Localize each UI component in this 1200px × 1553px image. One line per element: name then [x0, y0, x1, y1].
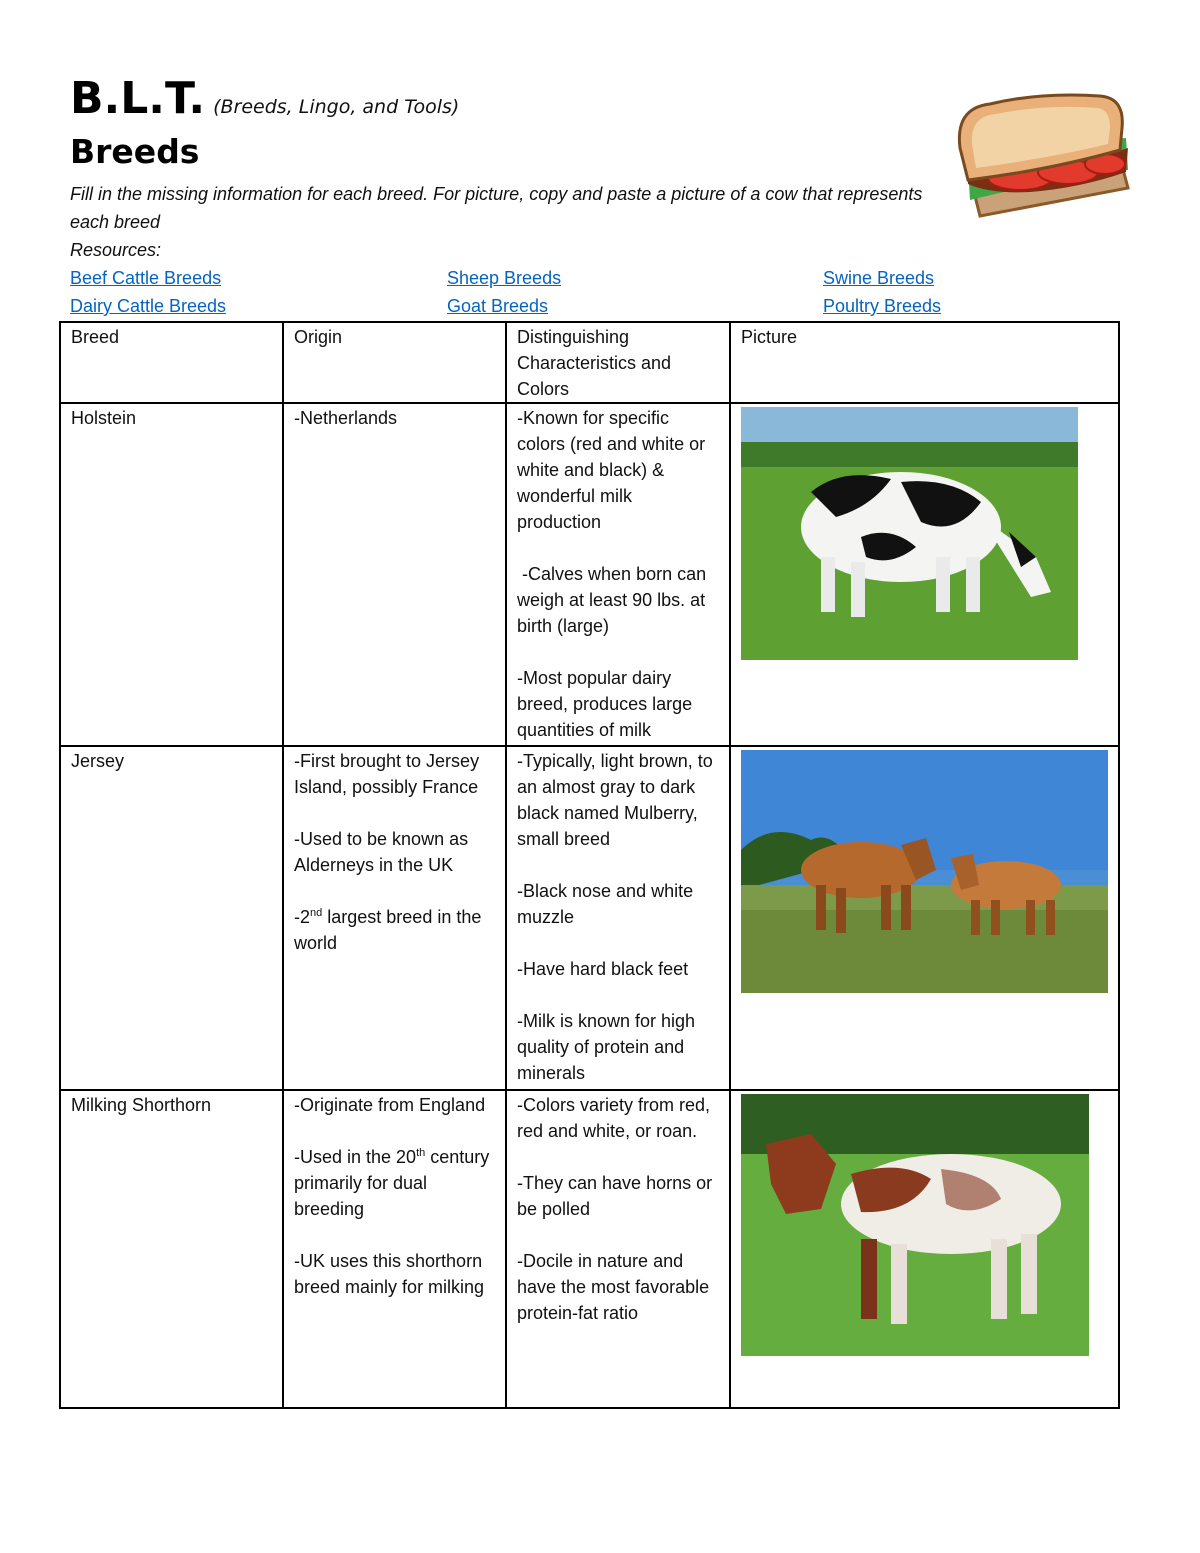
- origin-text-part: -Used in the 20: [294, 1147, 417, 1167]
- origin-cell: [283, 1090, 506, 1408]
- title-line: [70, 74, 950, 124]
- characteristic-text: -Known for specific colors (red and white or white and black) & wonderful milk production: [517, 408, 706, 532]
- header-origin: Origin: [283, 322, 506, 403]
- page-header: [70, 74, 950, 264]
- characteristic-text: -Docile in nature and have the most favorable protein-fat ratio: [517, 1251, 710, 1323]
- origin-cell: [283, 746, 506, 1090]
- characteristics-cell: [506, 403, 730, 746]
- resource-links: [70, 264, 1120, 320]
- header-breed: Breed: [60, 322, 283, 403]
- milking-shorthorn-photo: [741, 1094, 1089, 1356]
- origin-text: -UK uses this shorthorn breed mainly for milking: [294, 1251, 485, 1297]
- origin-text-part: largest breed in the world: [294, 907, 482, 953]
- characteristic-text: -Black nose and white muzzle: [517, 881, 694, 927]
- origin-text: -Used to be known as Alderneys in the UK: [294, 829, 469, 875]
- characteristic-text: -Most popular dairy breed, produces large quantities of milk: [517, 668, 693, 740]
- origin-text: -Originate from England: [294, 1095, 486, 1115]
- breed-cell: Holstein: [60, 403, 283, 746]
- dairy-cattle-breeds-link[interactable]: Dairy Cattle Breeds: [70, 296, 227, 316]
- table-header-row: [60, 322, 1119, 403]
- beef-cattle-breeds-link[interactable]: Beef Cattle Breeds: [70, 268, 222, 288]
- origin-text: -Netherlands: [294, 408, 398, 428]
- characteristic-text: -Typically, light brown, to an almost gray to dark black named Mulberry, small breed: [517, 751, 713, 849]
- origin-text: [294, 904, 495, 956]
- instructions-text: Fill in the missing information for each breed. For picture, copy and paste a picture of a cow that represents each breed: [70, 184, 923, 232]
- poultry-breeds-link[interactable]: Poultry Breeds: [823, 296, 942, 316]
- origin-text-part: -2: [294, 907, 311, 927]
- characteristic-text: -Calves when born can weigh at least 90 lbs. at birth (large): [517, 564, 712, 636]
- ordinal-suffix: th: [416, 1147, 426, 1159]
- sheep-breeds-link[interactable]: Sheep Breeds: [447, 268, 562, 288]
- table-row: [60, 746, 1119, 1090]
- links-row-2: [70, 292, 1120, 320]
- characteristic-text: -Milk is known for high quality of protein and minerals: [517, 1011, 696, 1083]
- origin-text-part: century primarily for dual breeding: [294, 1147, 490, 1219]
- picture-cell: [730, 1090, 1119, 1408]
- origin-cell: [283, 403, 506, 746]
- swine-breeds-link[interactable]: Swine Breeds: [823, 268, 935, 288]
- jersey-cows-photo: [741, 750, 1108, 993]
- page-title: B.L.T.: [70, 73, 206, 124]
- breeds-table: [59, 321, 1120, 1409]
- characteristic-text: -They can have horns or be polled: [517, 1173, 713, 1219]
- header-characteristics: Distinguishing Characteristics and Colors: [506, 322, 730, 403]
- links-row-1: [70, 264, 1120, 292]
- header-picture: Picture: [730, 322, 1119, 403]
- breed-cell: Milking Shorthorn: [60, 1090, 283, 1408]
- origin-text: -First brought to Jersey Island, possibly France: [294, 751, 480, 797]
- origin-text: [294, 1144, 495, 1222]
- goat-breeds-link[interactable]: Goat Breeds: [447, 296, 549, 316]
- table-row: [60, 1090, 1119, 1408]
- characteristic-text: -Have hard black feet: [517, 959, 689, 979]
- page-subtitle: (Breeds, Lingo, and Tools): [213, 96, 460, 118]
- characteristics-cell: [506, 1090, 730, 1408]
- holstein-cow-photo: [741, 407, 1078, 660]
- characteristic-text: -Colors variety from red, red and white, or roan.: [517, 1095, 711, 1141]
- ordinal-suffix: nd: [310, 907, 323, 919]
- characteristics-cell: [506, 746, 730, 1090]
- breed-cell: Jersey: [60, 746, 283, 1090]
- resources-label: Resources:: [70, 240, 162, 260]
- picture-cell: [730, 746, 1119, 1090]
- section-title: Breeds: [70, 132, 200, 171]
- sandwich-icon: [950, 88, 1132, 228]
- table-row: [60, 403, 1119, 746]
- picture-cell: [730, 403, 1119, 746]
